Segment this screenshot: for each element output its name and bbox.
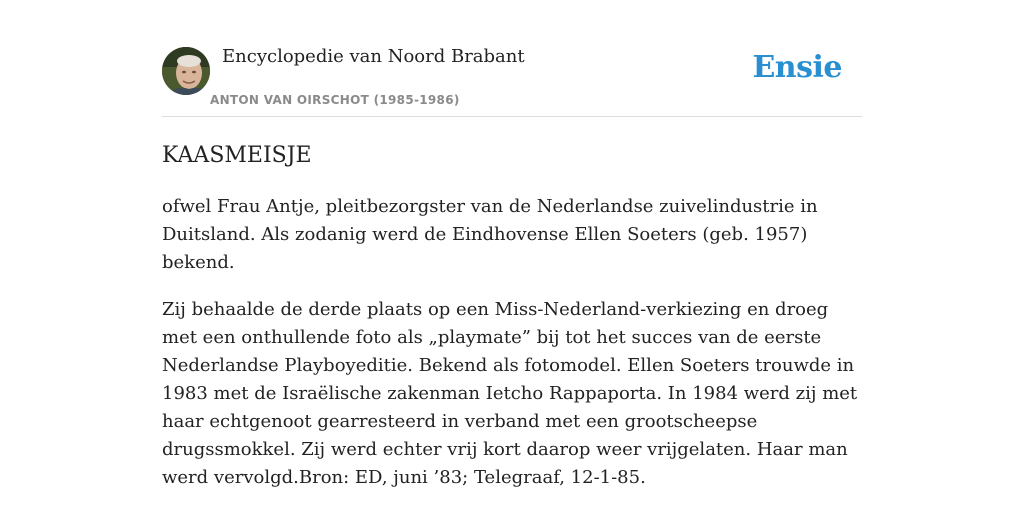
- entry-card: [162, 0, 862, 492]
- source-title[interactable]: Encyclopedie van Noord Brabant: [222, 46, 525, 67]
- entry-paragraph: ofwel Frau Antje, pleitbezorgster van de Nederlandse zuivelindustrie in Duitsland. Als zodanig werd de Eindhovense Ellen Soeters (geb. 1957) bekend.: [162, 196, 818, 273]
- author-name[interactable]: ANTON VAN OIRSCHOT (1985-1986): [210, 93, 460, 107]
- author-avatar[interactable]: [162, 47, 210, 95]
- brand-logo[interactable]: Ensie: [752, 50, 842, 85]
- entry-title: KAASMEISJE: [162, 143, 312, 168]
- entry-header: [162, 0, 862, 117]
- entry-paragraph: Zij behaalde de derde plaats op een Miss-Nederland-verkiezing en droeg met een onthullende foto als „playmate” bij tot het succes van de eerste Nederlandse Playboyeditie. Bekend als fotomodel. Ellen Soeters trouwde in 1983 met de Israëlische zakenman Ietcho Rappaporta. In 1984 werd zij met haar echtgenoot gearresteerd in verband met een grootscheepse drugssmokkel. Zij werd echter vrij kort daarop weer vrijgelaten. Haar man werd vervolgd.Bron: ED, juni ’83; Telegraaf, 12-1-85.: [162, 299, 858, 488]
